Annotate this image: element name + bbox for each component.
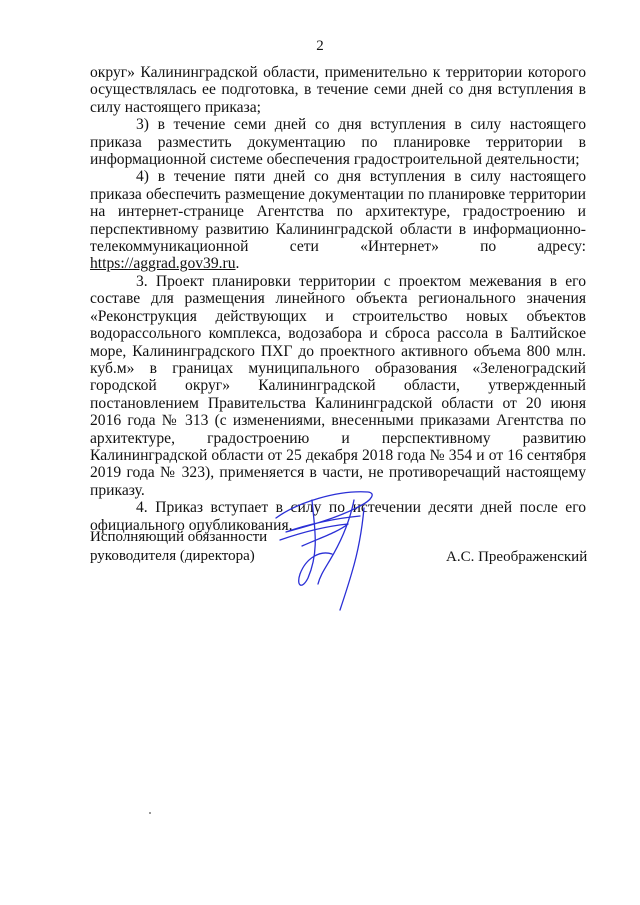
agency-website-link[interactable]: https://aggrad.gov39.ru xyxy=(90,255,236,273)
signatory-position-line-1: Исполняющий обязанности xyxy=(90,529,268,545)
paragraph-section-4: 4. Приказ вступает в силу по истечении десяти дней после его официального опубликования. xyxy=(90,499,586,534)
page-number: 2 xyxy=(316,38,324,54)
paragraph-item-4-text: 4) в течение пяти дней со дня вступления в силу настоящего приказа обеспечить размещение документации по планировке территории на интернет-странице Агентства по архитектуре, градостроению и перспективному развитию Калининградской области в информационно-телекоммуникационной сети «Интернет» по адресу: xyxy=(90,168,586,256)
paragraph-item-4 xyxy=(90,168,586,272)
document-body xyxy=(90,64,586,534)
scan-speck xyxy=(149,812,151,814)
handwritten-signature xyxy=(268,480,408,615)
paragraph-section-3: 3. Проект планировки территории с проектом межевания в его составе для размещения линейного объекта регионального значения «Реконструкция действующих и строительство новых объектов водорассольного комплекса, водозабора и сброса рассола в Балтийское море, Калининградского ПХГ до проектного активного объема 800 млн. куб.м» в границах муниципального образования «Зеленоградский городской округ» Калининградской области, утвержденный постановлением Правительства Калининградской области от 20 июня 2016 года № 313 (с изменениями, внесенными приказами Агентства по архитектуре, градостроению и перспективному развитию Калининградской области от 25 декабря 2018 года № 354 и от 16 сентября 2019 года № 323), применяется в части, не противоречащий настоящему приказу. xyxy=(90,272,586,499)
signatory-name: А.С. Преображенский xyxy=(446,549,588,565)
paragraph-continuation: округ» Калининградской области, применительно к территории которого осуществлялась ее подготовка, в течение семи дней со дня вступления в силу настоящего приказа; xyxy=(90,64,586,116)
paragraph-item-4-end: . xyxy=(235,255,240,273)
signatory-position-line-2: руководителя (директора) xyxy=(90,548,255,564)
signatory-position xyxy=(90,528,267,566)
paragraph-item-3: 3) в течение семи дней со дня вступления в силу настоящего приказа разместить документацию по планировке территории в информационной системе обеспечения градостроительной деятельности; xyxy=(90,116,586,169)
